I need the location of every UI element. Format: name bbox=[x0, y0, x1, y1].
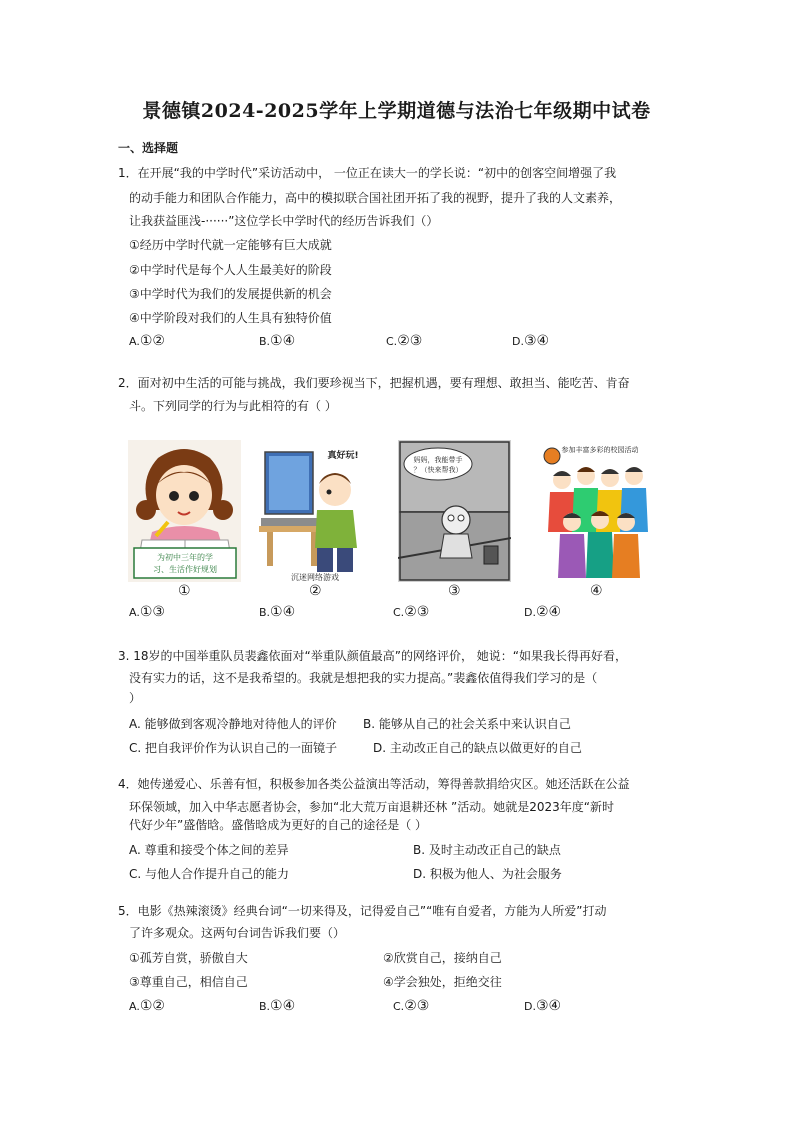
q2-picture-2-caption: 沉迷网络游戏 bbox=[291, 573, 339, 582]
q3-option-c: C. 把自我评价作为认识自己的一面镜子 bbox=[129, 741, 338, 755]
q3-stem-line-1: 3. 18岁的中国举重队员裴鑫依面对“举重队颜值最高”的网络评价， 她说：“如果我长得再好看， bbox=[118, 649, 628, 663]
q1-item-2: ②中学时代是每个人人生最美好的阶段 bbox=[129, 263, 332, 277]
q2-picture-1-number: ① bbox=[178, 583, 191, 599]
q2-picture-1-girl-studying bbox=[128, 440, 241, 582]
q3-option-b: B. 能够从自己的社会关系中来认识自己 bbox=[363, 717, 571, 731]
q5-option-c: C.②③ bbox=[393, 998, 430, 1014]
q5-item-3: ③尊重自己，相信自己 bbox=[129, 975, 248, 989]
q5-item-4: ④学会独处，拒绝交往 bbox=[383, 975, 502, 989]
q2-picture-1-caption-2: 习、生活作好规划 bbox=[153, 565, 217, 574]
q2-picture-4-caption: 参加丰富多彩的校园活动 bbox=[561, 446, 639, 454]
q2-option-a: A.①③ bbox=[129, 604, 165, 620]
q2-option-d: D.②④ bbox=[524, 604, 562, 620]
q5-item-1: ①孤芳自赏，骄傲自大 bbox=[129, 951, 248, 965]
q1-item-1: ①经历中学时代就一定能够有巨大成就 bbox=[129, 238, 332, 252]
q2-picture-4-number: ④ bbox=[590, 583, 603, 599]
q1-item-4: ④中学阶段对我们的人生具有独特价值 bbox=[129, 311, 332, 325]
q2-option-c: C.②③ bbox=[393, 604, 430, 620]
exam-title: 景德镇2024-2025学年上学期道德与法治七年级期中试卷 bbox=[142, 100, 651, 122]
q1-option-a: A.①② bbox=[129, 333, 165, 349]
q2-stem-line-1: 2．面对初中生活的可能与挑战，我们要珍视当下，把握机遇，要有理想、敢担当、能吃苦、肯奋 bbox=[118, 376, 630, 390]
q1-option-d: D.③④ bbox=[512, 333, 550, 349]
q4-stem-line-2: 环保领域，加入中华志愿者协会，参加“北大荒万亩退耕还林 ”活动。她就是2023年度“新时 bbox=[129, 800, 615, 814]
q2-picture-3-bubble-1: 妈妈，我能带手 bbox=[413, 456, 463, 464]
q4-option-b: B. 及时主动改正自己的缺点 bbox=[413, 843, 561, 857]
q2-picture-2-boy-gaming bbox=[259, 440, 372, 582]
q1-stem-line-2: 的动手能力和团队合作能力，高中的模拟联合国社团开拓了我的视野，提升了我的人文素养， bbox=[129, 191, 622, 205]
q5-stem-line-1: 5．电影《热辣滚烫》经典台词“一切来得及，记得爱自己”“唯有自爱者，方能为人所爱”打动 bbox=[118, 904, 607, 918]
q1-option-b: B.①④ bbox=[259, 333, 296, 349]
q2-picture-1-caption-1: 为初中三年的学 bbox=[157, 553, 213, 562]
q2-picture-2-bubble: 真好玩! bbox=[327, 451, 359, 461]
q4-option-c: C. 与他人合作提升自己的能力 bbox=[129, 867, 290, 881]
q5-option-d: D.③④ bbox=[524, 998, 562, 1014]
q2-picture-3-child-scene bbox=[398, 440, 511, 582]
q3-option-a: A. 能够做到客观冷静地对待他人的评价 bbox=[129, 717, 337, 731]
q5-option-b: B.①④ bbox=[259, 998, 296, 1014]
q4-option-a: A. 尊重和接受个体之间的差异 bbox=[129, 843, 289, 857]
q2-picture-2-number: ② bbox=[309, 583, 322, 599]
q5-stem-line-2: 了许多观众。这两句台词告诉我们要（） bbox=[129, 926, 346, 940]
q2-picture-4-campus-activities bbox=[540, 440, 653, 582]
q1-stem-line-1: 1．在开展“我的中学时代”采访活动中， 一位正在读大一的学长说：“初中的创客空间增强了我 bbox=[118, 166, 617, 180]
q3-option-d: D. 主动改正自己的缺点以做更好的自己 bbox=[373, 741, 582, 755]
q2-picture-3-number: ③ bbox=[448, 583, 461, 599]
q4-stem-line-3: 代好少年”盛偕晗。盛偕晗成为更好的自己的途径是（ ） bbox=[129, 818, 428, 832]
q3-stem-line-3: ） bbox=[129, 691, 142, 705]
q5-option-a: A.①② bbox=[129, 998, 165, 1014]
q4-option-d: D. 积极为他人、为社会服务 bbox=[413, 867, 562, 881]
section-heading: 一、选择题 bbox=[118, 141, 179, 155]
q1-item-3: ③中学时代为我们的发展提供新的机会 bbox=[129, 287, 332, 301]
q1-stem-line-3: 让我获益匪浅-······”这位学长中学时代的经历告诉我们（） bbox=[129, 214, 439, 228]
q2-picture-3-bubble-2: ？（快来帮我） bbox=[413, 466, 463, 474]
q2-option-b: B.①④ bbox=[259, 604, 296, 620]
q3-stem-line-2: 没有实力的话，这不是我希望的。我就是想把我的实力提高。”裴鑫依值得我们学习的是（ bbox=[129, 671, 598, 685]
q5-item-2: ②欣赏自己，接纳自己 bbox=[383, 951, 502, 965]
q4-stem-line-1: 4．她传递爱心、乐善有恒，积极参加各类公益演出等活动，筹得善款捐给灾区。她还活跃在公益 bbox=[118, 777, 630, 791]
q1-option-c: C.②③ bbox=[386, 333, 423, 349]
q2-stem-line-2: 斗。下列同学的行为与此相符的有（ ） bbox=[129, 399, 337, 413]
